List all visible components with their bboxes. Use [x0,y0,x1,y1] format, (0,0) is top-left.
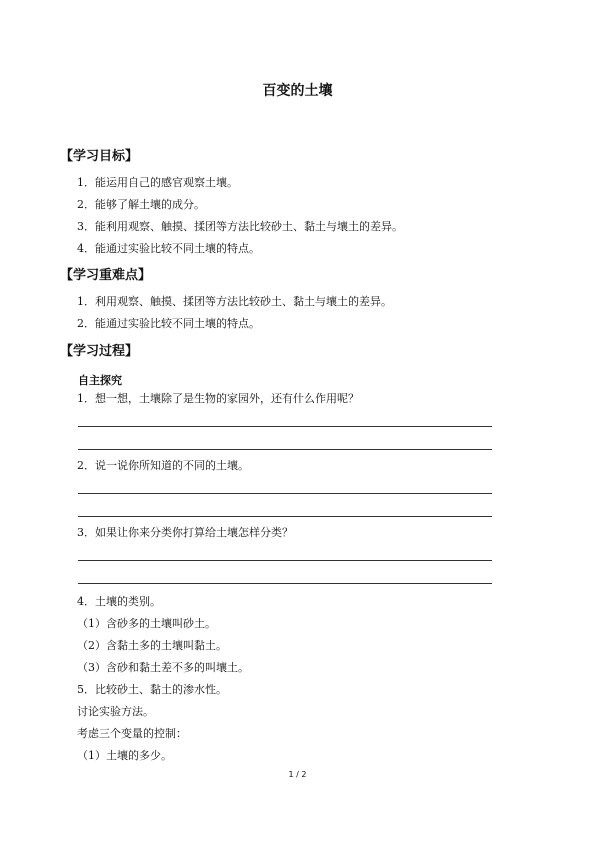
subheading-self-study: 自主探究 [78,374,122,387]
section-heading-process: 【学习过程】 [60,344,139,359]
answer-line [78,583,492,584]
content-line: 5．比较砂土、黏土的渗水性。 [77,683,227,696]
objective-item-4: 4．能通过实验比较不同土壤的特点。 [77,242,260,255]
content-line: （1）土壤的多少。 [77,749,172,762]
page-title: 百变的土壤 [262,83,333,99]
answer-line [78,426,492,427]
content-line: 考虑三个变量的控制： [77,727,187,740]
question-1: 1．想一想，土壤除了是生物的家园外，还有什么作用呢？ [77,392,359,405]
content-line: 4．土壤的类别。 [77,595,161,608]
section-heading-objectives: 【学习目标】 [60,149,139,164]
objective-item-2: 2．能够了解土壤的成分。 [77,198,205,211]
answer-line [78,560,492,561]
answer-line [78,493,492,494]
content-line: （2）含黏土多的土壤叫黏土。 [77,639,227,652]
answer-line [78,516,492,517]
content-line: 讨论实验方法。 [77,705,154,718]
section-heading-key-points: 【学习重难点】 [60,268,152,283]
key-point-item-2: 2．能通过实验比较不同土壤的特点。 [77,317,260,330]
objective-item-3: 3．能利用观察、触摸、揉团等方法比较砂土、黏土与壤土的差异。 [77,220,403,233]
key-point-item-1: 1．利用观察、触摸、揉团等方法比较砂土、黏土与壤土的差异。 [77,295,392,308]
answer-line [78,449,492,450]
content-line: （1）含砂多的土壤叫砂土。 [77,617,216,630]
question-3: 3．如果让你来分类你打算给土壤怎样分类？ [77,526,293,539]
content-line: （3）含砂和黏土差不多的叫壤土。 [77,661,249,674]
question-2: 2．说一说你所知道的不同的土壤。 [77,459,249,472]
objective-item-1: 1．能运用自己的感官观察土壤。 [77,176,238,189]
page-number: 1 / 2 [288,770,307,779]
